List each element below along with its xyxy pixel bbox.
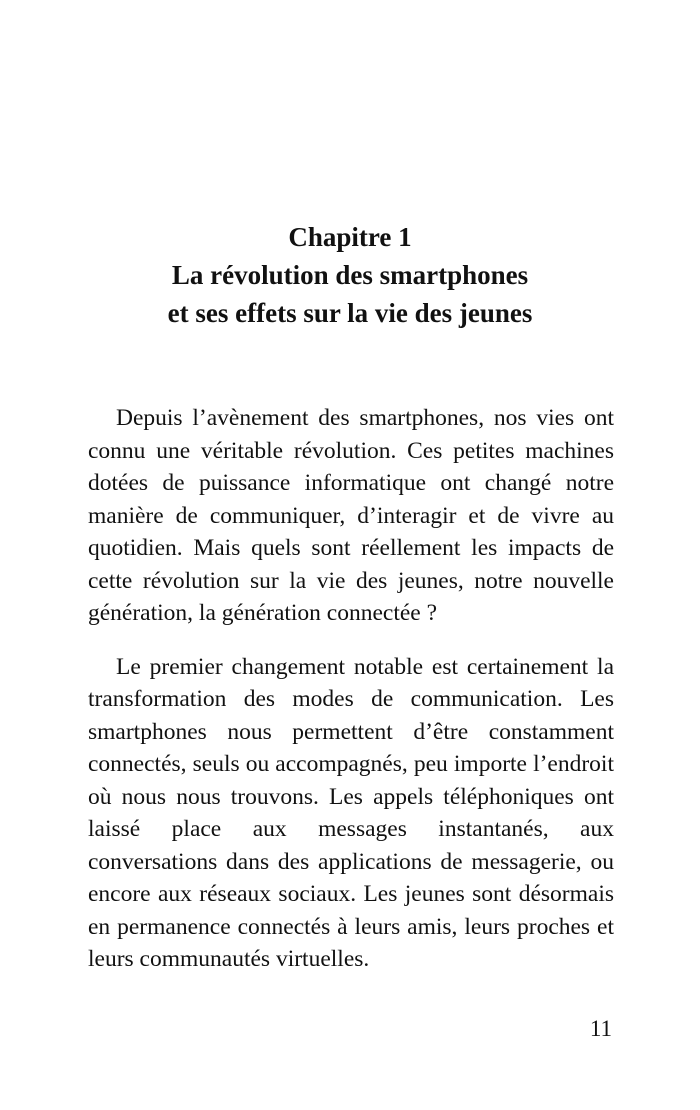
paragraph-2: Le premier changement notable est certainement la transformation des modes de communication. Les smartphones nous permettent d’être constamment connectés, seuls ou accompagnés, peu importe l’endroit où nous nous trouvons. Les appels téléphoniques ont laissé place aux messages instantanés, aux conversations dans des applications de messagerie, ou encore aux réseaux sociaux. Les jeunes sont désormais en permanence connectés à leurs amis, leurs proches et leurs communautés virtuelles. xyxy=(88,653,614,972)
paragraph-1: Depuis l’avènement des smartphones, nos vies ont connu une véritable révolution. Ces petites machines dotées de puissance informatique ont changé notre manière de communiquer, d’interagir et de vivre au quotidien. Mais quels sont réellement les impacts de cette révolution sur la vie des jeunes, notre nouvelle génération, la génération connectée ? xyxy=(88,405,614,626)
chapter-title-line-2: et ses effets sur la vie des jeunes xyxy=(167,298,533,328)
chapter-heading xyxy=(0,218,700,332)
page-number: 11 xyxy=(589,1016,612,1041)
body-text xyxy=(88,402,614,997)
chapter-title-line-1: La révolution des smartphones xyxy=(171,260,529,290)
chapter-number: Chapitre 1 xyxy=(288,222,412,252)
